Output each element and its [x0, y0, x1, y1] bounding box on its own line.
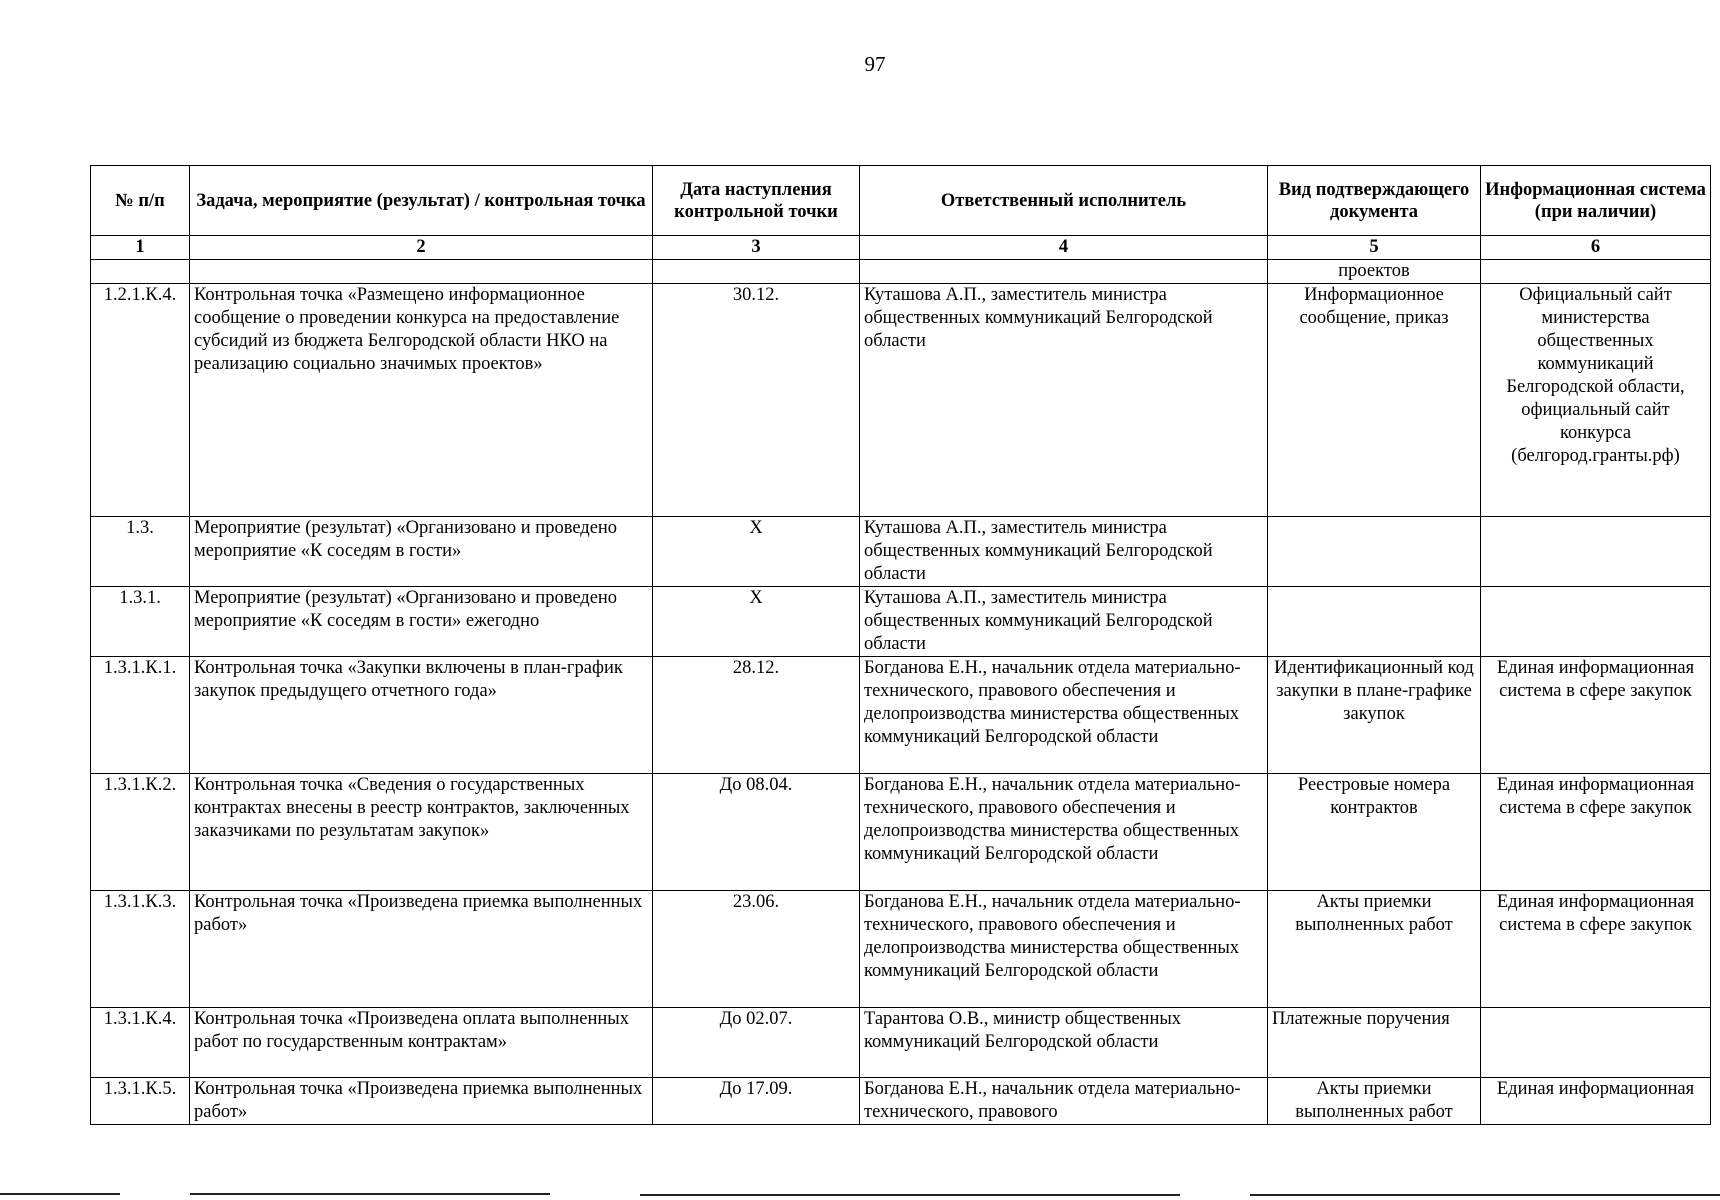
row-executor: Богданова Е.Н., начальник отдела материально-технического, правового обеспечения и делопроизводства министерства общественных коммуникаций Белгородской области	[860, 891, 1268, 1008]
scan-edge-line	[640, 1194, 1180, 1196]
table-header-row	[91, 166, 1711, 236]
column-number: 6	[1481, 236, 1711, 260]
row-date: Х	[653, 587, 860, 657]
row-date: 23.06.	[653, 891, 860, 1008]
row-executor: Куташова А.П., заместитель министра общественных коммуникаций Белгородской области	[860, 284, 1268, 517]
row-number: 1.3.1.К.1.	[91, 657, 190, 774]
column-number: 2	[190, 236, 653, 260]
row-system: Единая информационная система в сфере закупок	[1481, 774, 1711, 891]
row-number: 1.3.1.	[91, 587, 190, 657]
table-row	[91, 1078, 1711, 1125]
row-task: Мероприятие (результат) «Организовано и проведено мероприятие «К соседям в гости»	[190, 517, 653, 587]
table-row	[91, 284, 1711, 517]
plan-table	[90, 165, 1711, 1125]
row-date: 30.12.	[653, 284, 860, 517]
row-executor: Богданова Е.Н., начальник отдела материально-технического, правового обеспечения и делопроизводства министерства общественных коммуникаций Белгородской области	[860, 657, 1268, 774]
row-date: 28.12.	[653, 657, 860, 774]
row-document: Информационное сообщение, приказ	[1268, 284, 1481, 517]
row-task: Мероприятие (результат) «Организовано и проведено мероприятие «К соседям в гости» ежегодно	[190, 587, 653, 657]
table-row	[91, 517, 1711, 587]
scan-edge-line	[0, 1193, 120, 1195]
column-number: 4	[860, 236, 1268, 260]
column-number: 5	[1268, 236, 1481, 260]
row-document: Акты приемки выполненных работ	[1268, 1078, 1481, 1125]
table-row	[91, 657, 1711, 774]
row-document	[1268, 517, 1481, 587]
table-row	[91, 587, 1711, 657]
row-task: Контрольная точка «Произведена приемка выполненных работ»	[190, 891, 653, 1008]
row-task: Контрольная точка «Закупки включены в план-график закупок предыдущего отчетного года»	[190, 657, 653, 774]
row-number: 1.3.	[91, 517, 190, 587]
row-system: Единая информационная система в сфере закупок	[1481, 891, 1711, 1008]
header-executor: Ответственный исполнитель	[860, 166, 1268, 236]
row-system	[1481, 1008, 1711, 1078]
row-date: До 08.04.	[653, 774, 860, 891]
continuation-row	[91, 260, 1711, 284]
column-number: 1	[91, 236, 190, 260]
table-row	[91, 774, 1711, 891]
row-executor: Куташова А.П., заместитель министра общественных коммуникаций Белгородской области	[860, 517, 1268, 587]
row-number: 1.3.1.К.5.	[91, 1078, 190, 1125]
row-task: Контрольная точка «Произведена оплата выполненных работ по государственным контрактам»	[190, 1008, 653, 1078]
row-document: Идентификационный код закупки в плане-графике закупок	[1268, 657, 1481, 774]
row-executor: Куташова А.П., заместитель министра общественных коммуникаций Белгородской области	[860, 587, 1268, 657]
row-system: Единая информационная	[1481, 1078, 1711, 1125]
row-number: 1.3.1.К.3.	[91, 891, 190, 1008]
row-executor: Тарантова О.В., министр общественных коммуникаций Белгородской области	[860, 1008, 1268, 1078]
row-number: 1.2.1.К.4.	[91, 284, 190, 517]
header-system: Информационная система (при наличии)	[1481, 166, 1711, 236]
row-system	[1481, 587, 1711, 657]
row-system	[1481, 517, 1711, 587]
column-number-row	[91, 236, 1711, 260]
row-number: 1.3.1.К.2.	[91, 774, 190, 891]
row-task: Контрольная точка «Размещено информационное сообщение о проведении конкурса на предоставление субсидий из бюджета Белгородской области НКО на реализацию социально значимых проектов»	[190, 284, 653, 517]
row-document: Платежные поручения	[1268, 1008, 1481, 1078]
row-system: Единая информационная система в сфере закупок	[1481, 657, 1711, 774]
row-number: 1.3.1.К.4.	[91, 1008, 190, 1078]
row-document: Акты приемки выполненных работ	[1268, 891, 1481, 1008]
header-document: Вид подтверждающего документа	[1268, 166, 1481, 236]
row-executor: Богданова Е.Н., начальник отдела материально-технического, правового обеспечения и делопроизводства министерства общественных коммуникаций Белгородской области	[860, 774, 1268, 891]
row-document	[1268, 587, 1481, 657]
column-number: 3	[653, 236, 860, 260]
continuation-text: проектов	[1268, 260, 1481, 284]
row-task: Контрольная точка «Произведена приемка выполненных работ»	[190, 1078, 653, 1125]
header-date: Дата наступления контрольной точки	[653, 166, 860, 236]
scan-edge-line	[1250, 1194, 1720, 1196]
header-number: № п/п	[91, 166, 190, 236]
row-executor: Богданова Е.Н., начальник отдела материально-технического, правового	[860, 1078, 1268, 1125]
row-document: Реестровые номера контрактов	[1268, 774, 1481, 891]
table-row	[91, 1008, 1711, 1078]
row-date: Х	[653, 517, 860, 587]
row-date: До 17.09.	[653, 1078, 860, 1125]
row-date: До 02.07.	[653, 1008, 860, 1078]
table-row	[91, 891, 1711, 1008]
scan-edge-line	[190, 1193, 550, 1195]
page-number: 97	[864, 52, 886, 76]
row-task: Контрольная точка «Сведения о государственных контрактах внесены в реестр контрактов, заключенных заказчиками по результатам закупок»	[190, 774, 653, 891]
row-system: Официальный сайт министерства общественных коммуникаций Белгородской области, официальный сайт конкурса (белгород.гранты.рф)	[1481, 284, 1711, 517]
header-task: Задача, мероприятие (результат) / контрольная точка	[190, 166, 653, 236]
